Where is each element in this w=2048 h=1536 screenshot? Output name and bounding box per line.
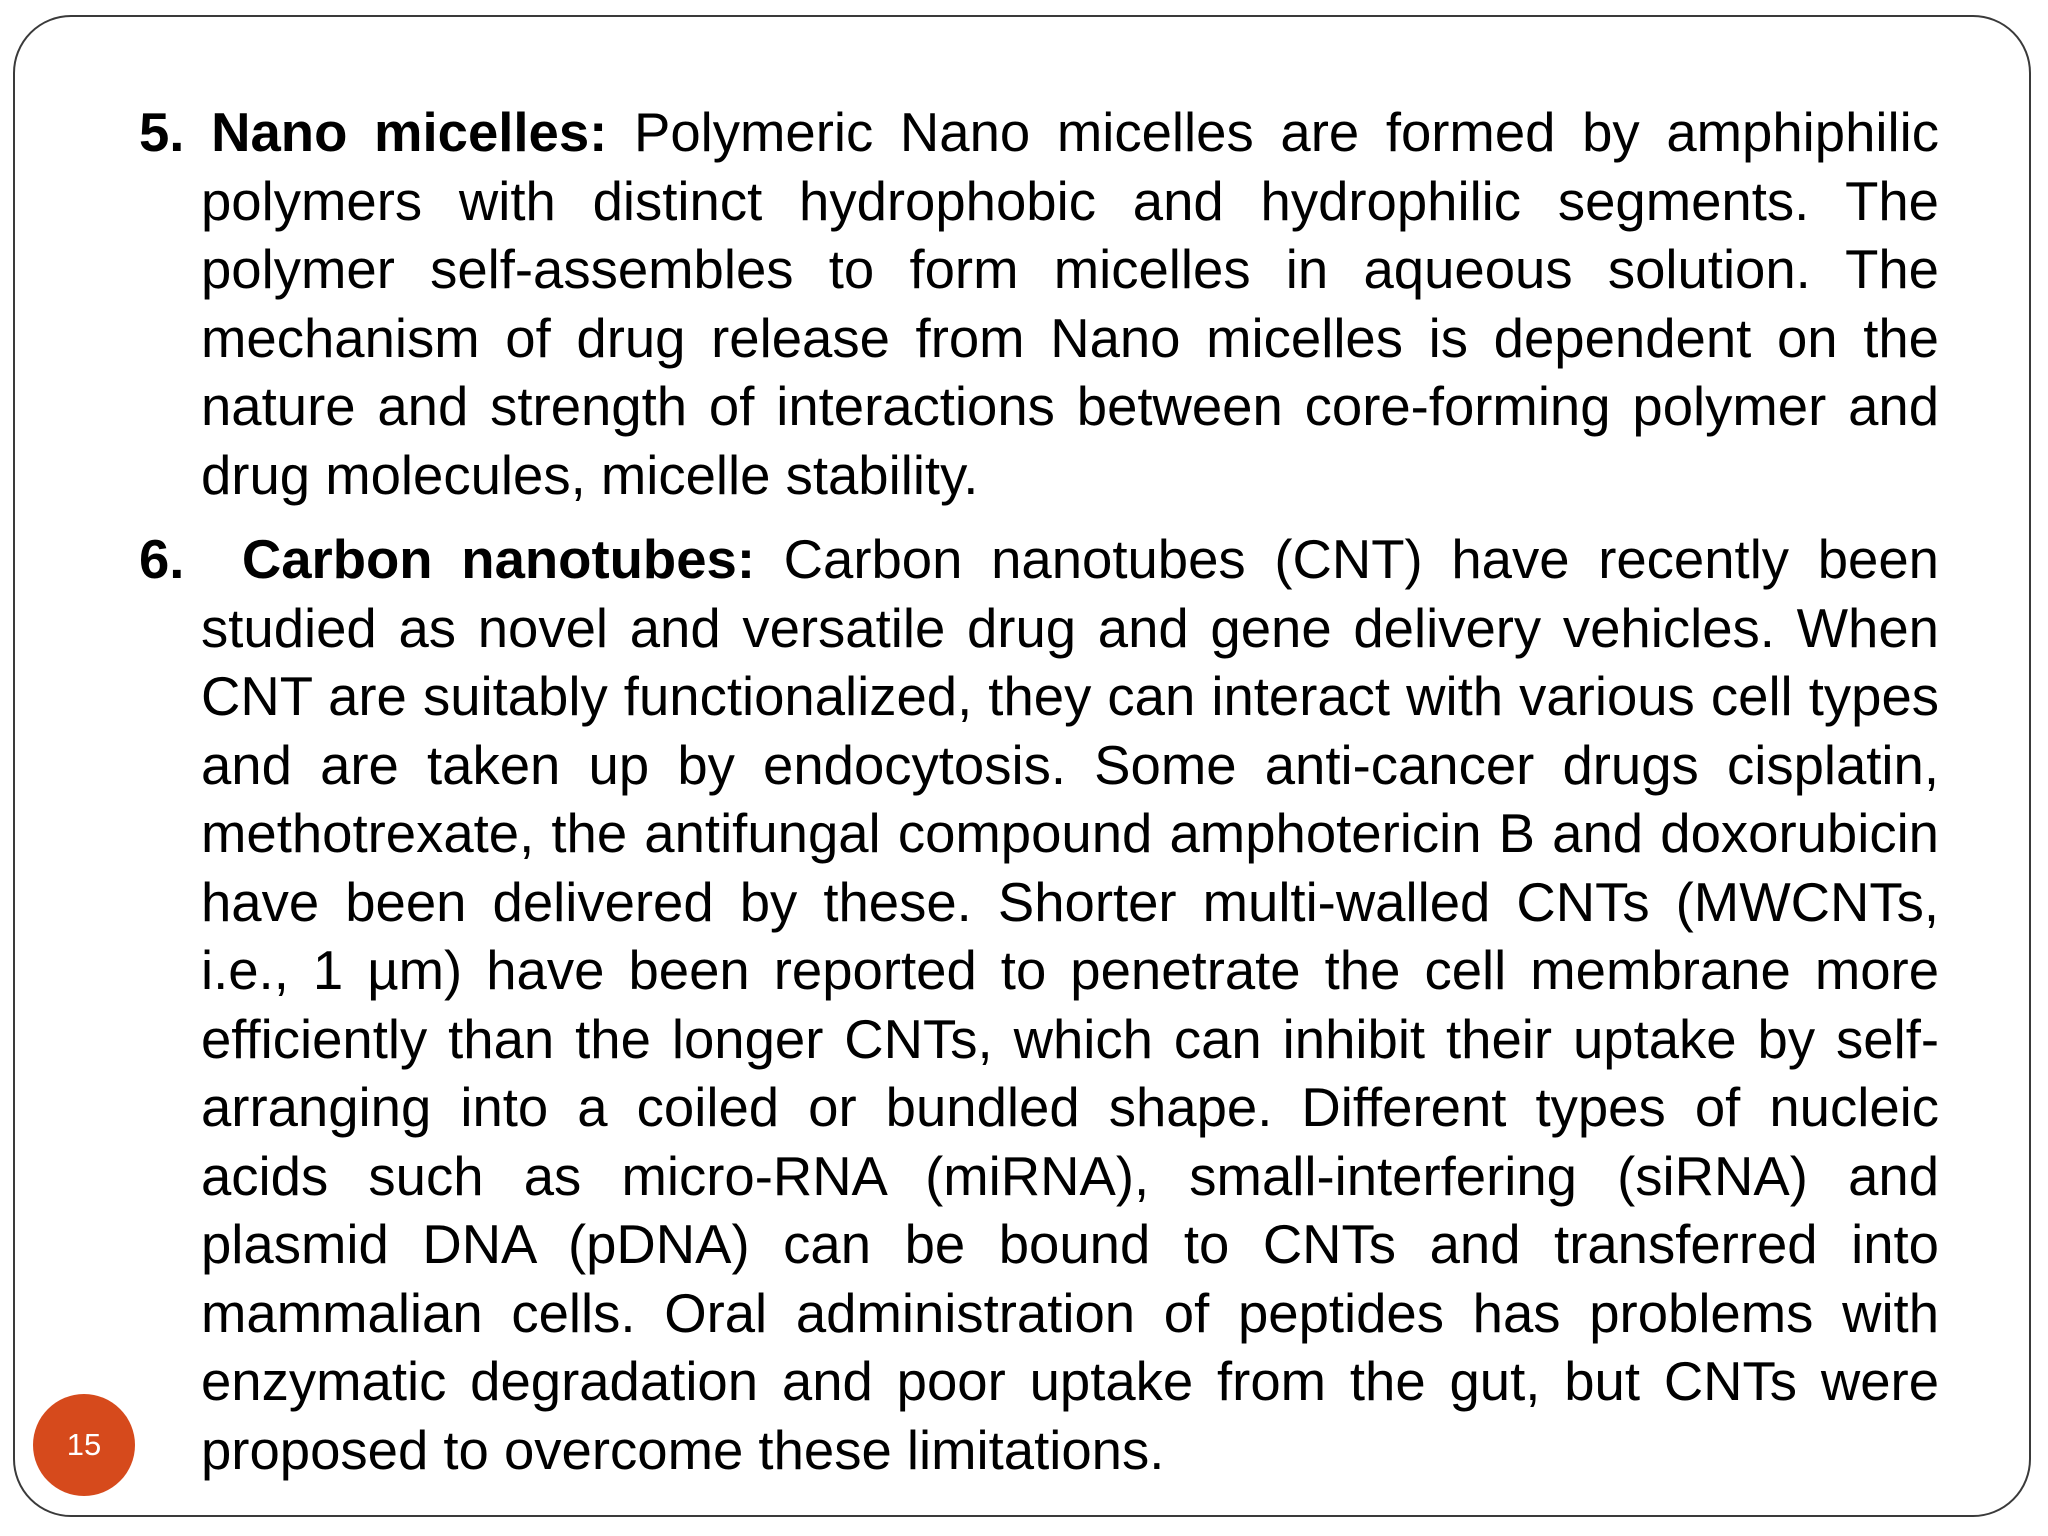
slide-content — [139, 99, 1939, 1485]
item-number: 6. — [139, 529, 185, 590]
page-number-badge — [33, 1394, 135, 1496]
slide-frame — [13, 15, 2031, 1517]
page-number: 15 — [66, 1427, 102, 1462]
item-title: Carbon nanotubes: — [241, 529, 755, 590]
list-item-carbon-nanotubes — [139, 526, 1939, 1485]
item-number: 5. — [139, 102, 185, 163]
item-body: Polymeric Nano micelles are formed by amphiphilic polymers with distinct hydrophobic and hydrophilic segments. The polymer self-assembles to form micelles in aqueous solution. The mechanism of drug release from Nano micelles is dependent on the nature and strength of interactions between core-forming polymer and drug molecules, micelle stability. — [201, 102, 1939, 506]
item-body: Carbon nanotubes (CNT) have recently been studied as novel and versatile drug and gene delivery vehicles. When CNT are suitably functionalized, they can interact with various cell types and are taken up by endocytosis. Some anti-cancer drugs cisplatin, methotrexate, the antifungal compound amphotericin B and doxorubicin have been delivered by these. Shorter multi-walled CNTs (MWCNTs, i.e., 1 µm) have been reported to penetrate the cell membrane more efficiently than the longer CNTs, which can inhibit their uptake by self-arranging into a coiled or bundled shape. Different types of nucleic acids such as micro-RNA (miRNA), small-interfering (siRNA) and plasmid DNA (pDNA) can be bound to CNTs and transferred into mammalian cells. Oral administration of peptides has problems with enzymatic degradation and poor uptake from the gut, but CNTs were proposed to overcome these limitations. — [201, 529, 1939, 1481]
list-item-nano-micelles — [139, 99, 1939, 510]
item-title: Nano micelles: — [211, 102, 608, 163]
